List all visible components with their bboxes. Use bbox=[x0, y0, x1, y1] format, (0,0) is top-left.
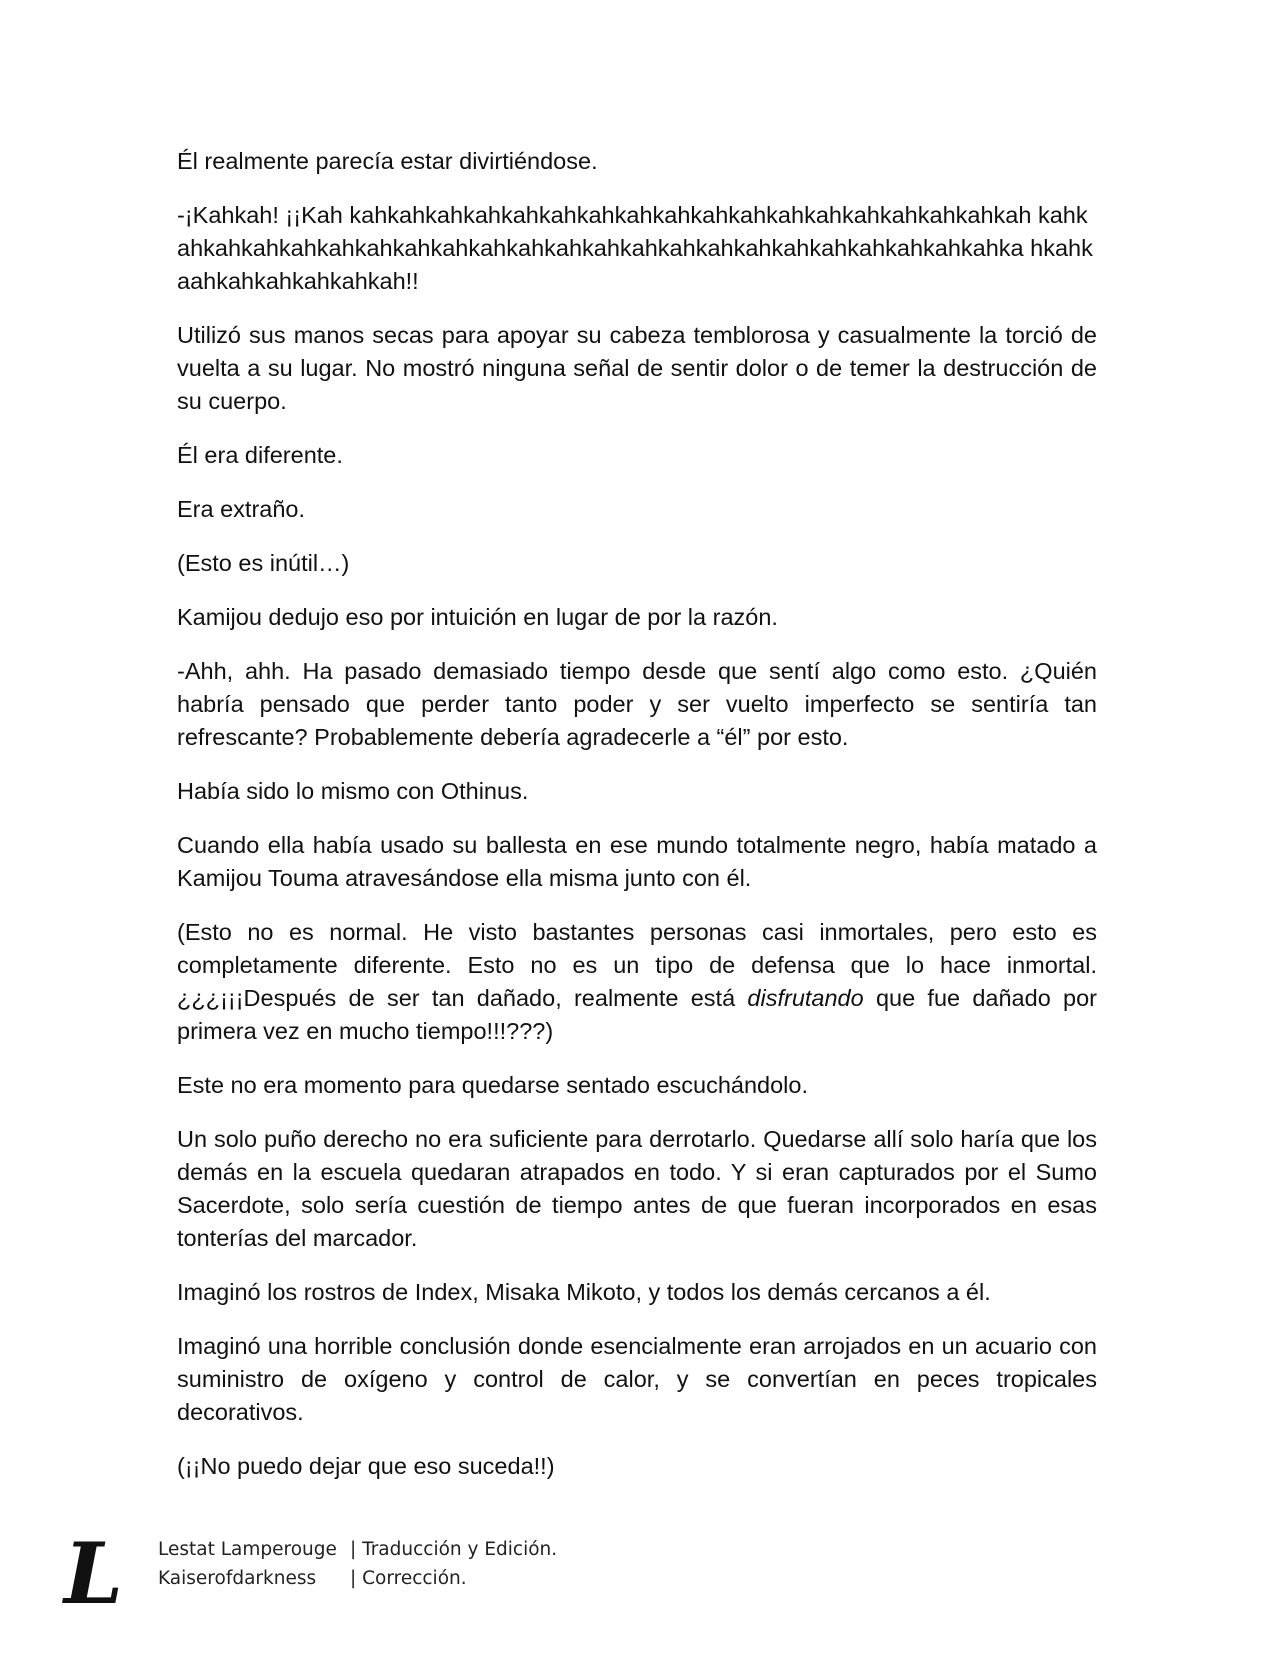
paragraph: (¡¡No puedo dejar que eso suceda!!) bbox=[177, 1453, 555, 1479]
paragraph-laughter: -¡Kahkah! ¡¡Kah kahkahkahkahkahkahkahkahkahkahkahkahkahkahkahkahkahkah kahkahkahkahkahkahkahkahkahkahkahkahkahkahkahkahkahkahkahkahkahkahkahka hkahkaahkahkahkahkahkah!! bbox=[177, 202, 1093, 294]
page-body bbox=[177, 145, 1097, 1504]
paragraph: Era extraño. bbox=[177, 496, 306, 522]
paragraph: Él realmente parecía estar divirtiéndose. bbox=[177, 148, 598, 174]
paragraph: (Esto es inútil…) bbox=[177, 550, 350, 576]
paragraph: Imaginó una horrible conclusión donde esencialmente eran arrojados en un acuario con suministro de oxígeno y control de calor, y se convertían en peces tropicales decorativos. bbox=[177, 1333, 1097, 1425]
paragraph: Este no era momento para quedarse sentado escuchándolo. bbox=[177, 1072, 809, 1098]
paragraph: Cuando ella había usado su ballesta en ese mundo totalmente negro, había matado a Kamijou Touma atravesándose ella misma junto con él. bbox=[177, 832, 1097, 891]
credit-role: | Corrección. bbox=[350, 1568, 467, 1589]
emphasized-word: disfrutando bbox=[747, 985, 864, 1011]
credit-name: Lestat Lamperouge bbox=[158, 1539, 337, 1560]
credit-name: Kaiserofdarkness bbox=[158, 1568, 317, 1589]
paragraph: Él era diferente. bbox=[177, 442, 343, 468]
credit-row bbox=[158, 1535, 557, 1564]
credit-role: | Traducción y Edición. bbox=[350, 1539, 558, 1560]
page-footer bbox=[60, 1535, 620, 1615]
logo-letter: L bbox=[64, 1535, 124, 1615]
paragraph: Imaginó los rostros de Index, Misaka Mikoto, y todos los demás cercanos a él. bbox=[177, 1279, 991, 1305]
paragraph-with-emphasis bbox=[177, 916, 1097, 1048]
credits-block bbox=[158, 1535, 557, 1593]
paragraph: Había sido lo mismo con Othinus. bbox=[177, 778, 529, 804]
paragraph: -Ahh, ahh. Ha pasado demasiado tiempo desde que sentí algo como esto. ¿Quién habría pensado que perder tanto poder y ser vuelto imperfecto se sentiría tan refrescante? Probablemente debería agradecerle a “él” por esto. bbox=[177, 658, 1097, 750]
paragraph-text-before: (Esto no es normal. He visto bastantes personas casi inmortales, pero esto es completamente diferente. Esto no es un tipo de defensa que lo hace inmortal. ¿¿¿¡¡¡Después de ser tan dañado, realmente está bbox=[177, 919, 1097, 1011]
gothic-l-logo bbox=[60, 1535, 130, 1615]
paragraph-text-after: que fue dañado por primera vez en mucho tiempo!!!???) bbox=[177, 985, 1097, 1044]
credit-row bbox=[158, 1564, 557, 1593]
paragraph: Utilizó sus manos secas para apoyar su cabeza temblorosa y casualmente la torció de vuelta a su lugar. No mostró ninguna señal de sentir dolor o de temer la destrucción de su cuerpo. bbox=[177, 322, 1097, 414]
paragraph: Kamijou dedujo eso por intuición en lugar de por la razón. bbox=[177, 604, 778, 630]
paragraph: Un solo puño derecho no era suficiente para derrotarlo. Quedarse allí solo haría que los demás en la escuela quedaran atrapados en todo. Y si eran capturados por el Sumo Sacerdote, solo sería cuestión de tiempo antes de que fueran incorporados en esas tonterías del marcador. bbox=[177, 1126, 1097, 1251]
